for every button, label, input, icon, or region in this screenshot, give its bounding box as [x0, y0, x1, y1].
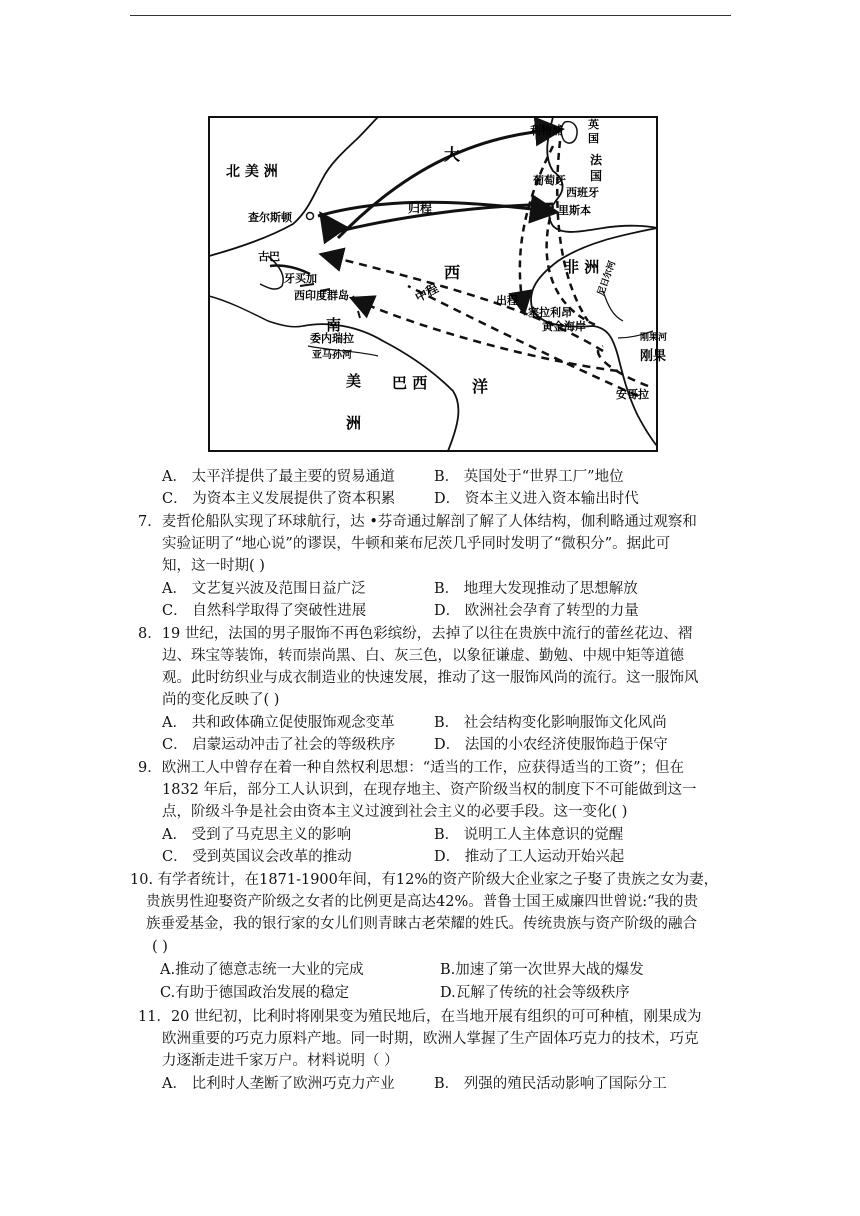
label-nan: 南 — [326, 316, 342, 334]
q11-option-b: B． 列强的殖民活动影响了国际分工 — [434, 1076, 667, 1092]
label-north-america: 北 美 洲 — [226, 164, 278, 180]
q7-stem-line-2: 实验证明了“地心说”的谬误，牛顿和莱布尼茨几乎同时发明了“微积分”。据此可 — [162, 536, 671, 552]
label-spain: 西班牙 — [566, 186, 599, 199]
label-mei: 美 — [346, 372, 362, 390]
q10-stem-line-1: 10. 有学者统计，在1871-1900年间，有12%的资产阶级大企业家之子娶了贵族之女为妻， — [130, 872, 719, 888]
label-brazil: 巴 西 — [392, 374, 428, 392]
label-congo-river: 刚果河 — [640, 333, 668, 343]
label-middle: 中程 — [412, 281, 441, 305]
q9-stem-line-1: 9．欧洲工人中曾存在着一种自然权利思想：“适当的工作，应获得适当的工资”；但在 — [138, 760, 685, 776]
label-gold-coast: 黄金海岸 — [542, 320, 586, 333]
q10-option-c: C.有助于德国政治发展的稳定 — [160, 985, 350, 1001]
q11-stem-line-2: 欧洲重要的巧克力原料产地。同一时期，欧洲人掌握了生产固体巧克力的技术，巧克 — [162, 1031, 699, 1047]
q6-option-d: D． 资本主义进入资本输出时代 — [434, 491, 639, 507]
q7-option-a: A． 文艺复兴波及范围日益广泛 — [162, 581, 366, 597]
label-cuba: 古巴 — [258, 250, 280, 263]
label-jamaica: 牙买加 — [284, 272, 317, 285]
charleston-point — [307, 213, 314, 220]
label-da: 大 — [444, 145, 461, 164]
label-return: 归程 — [408, 201, 433, 215]
label-xi: 西 — [444, 263, 461, 282]
q6-option-b: B． 英国处于“世界工厂”地位 — [434, 469, 624, 485]
label-charleston: 查尔斯顿 — [248, 211, 292, 224]
q10-option-d: D.瓦解了传统的社会等级秩序 — [440, 985, 630, 1001]
label-west-indies: 西印度群岛 — [294, 289, 349, 302]
label-angola: 安哥拉 — [616, 388, 649, 401]
q7-option-c: C． 自然科学取得了突破性进展 — [162, 603, 367, 619]
q10-option-b: B.加速了第一次世界大战的爆发 — [440, 962, 644, 978]
q7-option-d: D． 欧洲社会孕育了转型的力量 — [434, 603, 639, 619]
q11-stem-line-1: 11．20 世纪初，比利时将刚果变为殖民地后，在当地开展有组织的可可种植，刚果成为 — [138, 1009, 702, 1025]
label-ying: 英 — [588, 118, 599, 131]
label-venezuela: 委内瑞拉 — [310, 332, 354, 345]
q6-option-c: C． 为资本主义发展提供了资本积累 — [162, 491, 396, 507]
q10-stem-line-2: 贵族男性迎娶资产阶级之女者的比例更是高达42%。普鲁士国王威廉四世曾说:“我的贵 — [146, 894, 699, 910]
q8-stem-line-2: 边、珠宝等装饰，转而崇尚黑、白、灰三色，以象征谦虚、勤勉、中规中矩等道德 — [162, 648, 684, 664]
label-yang: 洋 — [472, 377, 489, 396]
q8-option-a: A． 共和政体确立促使服饰观念变革 — [162, 715, 395, 731]
label-portugal: 葡萄牙 — [533, 174, 566, 187]
q9-stem-line-3: 点，阶级斗争是社会由资本主义过渡到社会主义的必要手段。这一变化( ) — [162, 804, 628, 820]
label-congo: 刚果 — [640, 349, 667, 364]
label-outbound: 出程 — [496, 294, 518, 307]
q7-stem-line-3: 知，这一时期( ) — [162, 558, 265, 574]
q8-stem-line-1: 8．19 世纪，法国的男子服饰不再色彩缤纷，去掉了以往在贵族中流行的蕾丝花边、褶 — [138, 626, 693, 642]
q9-option-d: D． 推动了工人运动开始兴起 — [434, 849, 625, 865]
triangular-trade-map — [208, 116, 668, 452]
label-lisbon: 里斯本 — [558, 204, 591, 217]
q10-option-a: A.推动了德意志统一大业的完成 — [160, 962, 364, 978]
q9-option-c: C． 受到英国议会改革的推动 — [162, 849, 352, 865]
q9-stem-line-2: 1832 年后，部分工人认识到，在现存地主、资产阶级当权的制度下不可能做到这一 — [162, 782, 697, 798]
q11-stem-line-3: 力逐渐走进千家万户。材料说明（ ） — [162, 1053, 399, 1069]
label-sierra-leone: 塞拉利昂 — [528, 306, 572, 319]
label-fa: 法 — [590, 153, 603, 167]
q10-stem-line-3: 族垂爱基金，我的银行家的女儿们则青睐古老荣耀的姓氏。传统贵族与资产阶级的融合 — [146, 916, 697, 932]
q8-stem-line-4: 尚的变化反映了( ) — [162, 692, 280, 708]
q6-option-a: A． 太平洋提供了最主要的贸易通道 — [162, 469, 395, 485]
q9-option-a: A． 受到了马克思主义的影响 — [162, 827, 352, 843]
q7-stem-line-1: 7．麦哲伦船队实现了环球航行，达 •芬奇通过解剖了解了人体结构，伽利略通过观察和 — [138, 514, 697, 530]
label-guo2: 国 — [590, 169, 603, 183]
q9-option-b: B． 说明工人主体意识的觉醒 — [434, 827, 624, 843]
label-guo1: 国 — [588, 132, 599, 145]
q11-option-a: A． 比利时人垄断了欧洲巧克力产业 — [162, 1076, 395, 1092]
label-africa: 非 洲 — [564, 258, 600, 276]
q7-option-b: B． 地理大发现推动了思想解放 — [434, 581, 638, 597]
label-amazon: 亚马孙河 — [312, 350, 352, 361]
q10-stem-line-4: ( ) — [152, 939, 168, 955]
q8-option-d: D． 法国的小农经济使服饰趋于保守 — [434, 737, 668, 753]
label-niger: 尼日尔河 — [596, 259, 619, 298]
header-rule — [130, 15, 731, 16]
label-zhou-sa: 洲 — [346, 414, 362, 432]
label-liverpool: 利物浦 — [530, 124, 563, 137]
q8-option-c: C． 启蒙运动冲击了社会的等级秩序 — [162, 737, 396, 753]
q8-stem-line-3: 观。此时纺织业与成衣制造业的快速发展，推动了这一服饰风尚的流行。这一服饰风 — [162, 670, 699, 686]
q8-option-b: B． 社会结构变化影响服饰文化风尚 — [434, 715, 667, 731]
